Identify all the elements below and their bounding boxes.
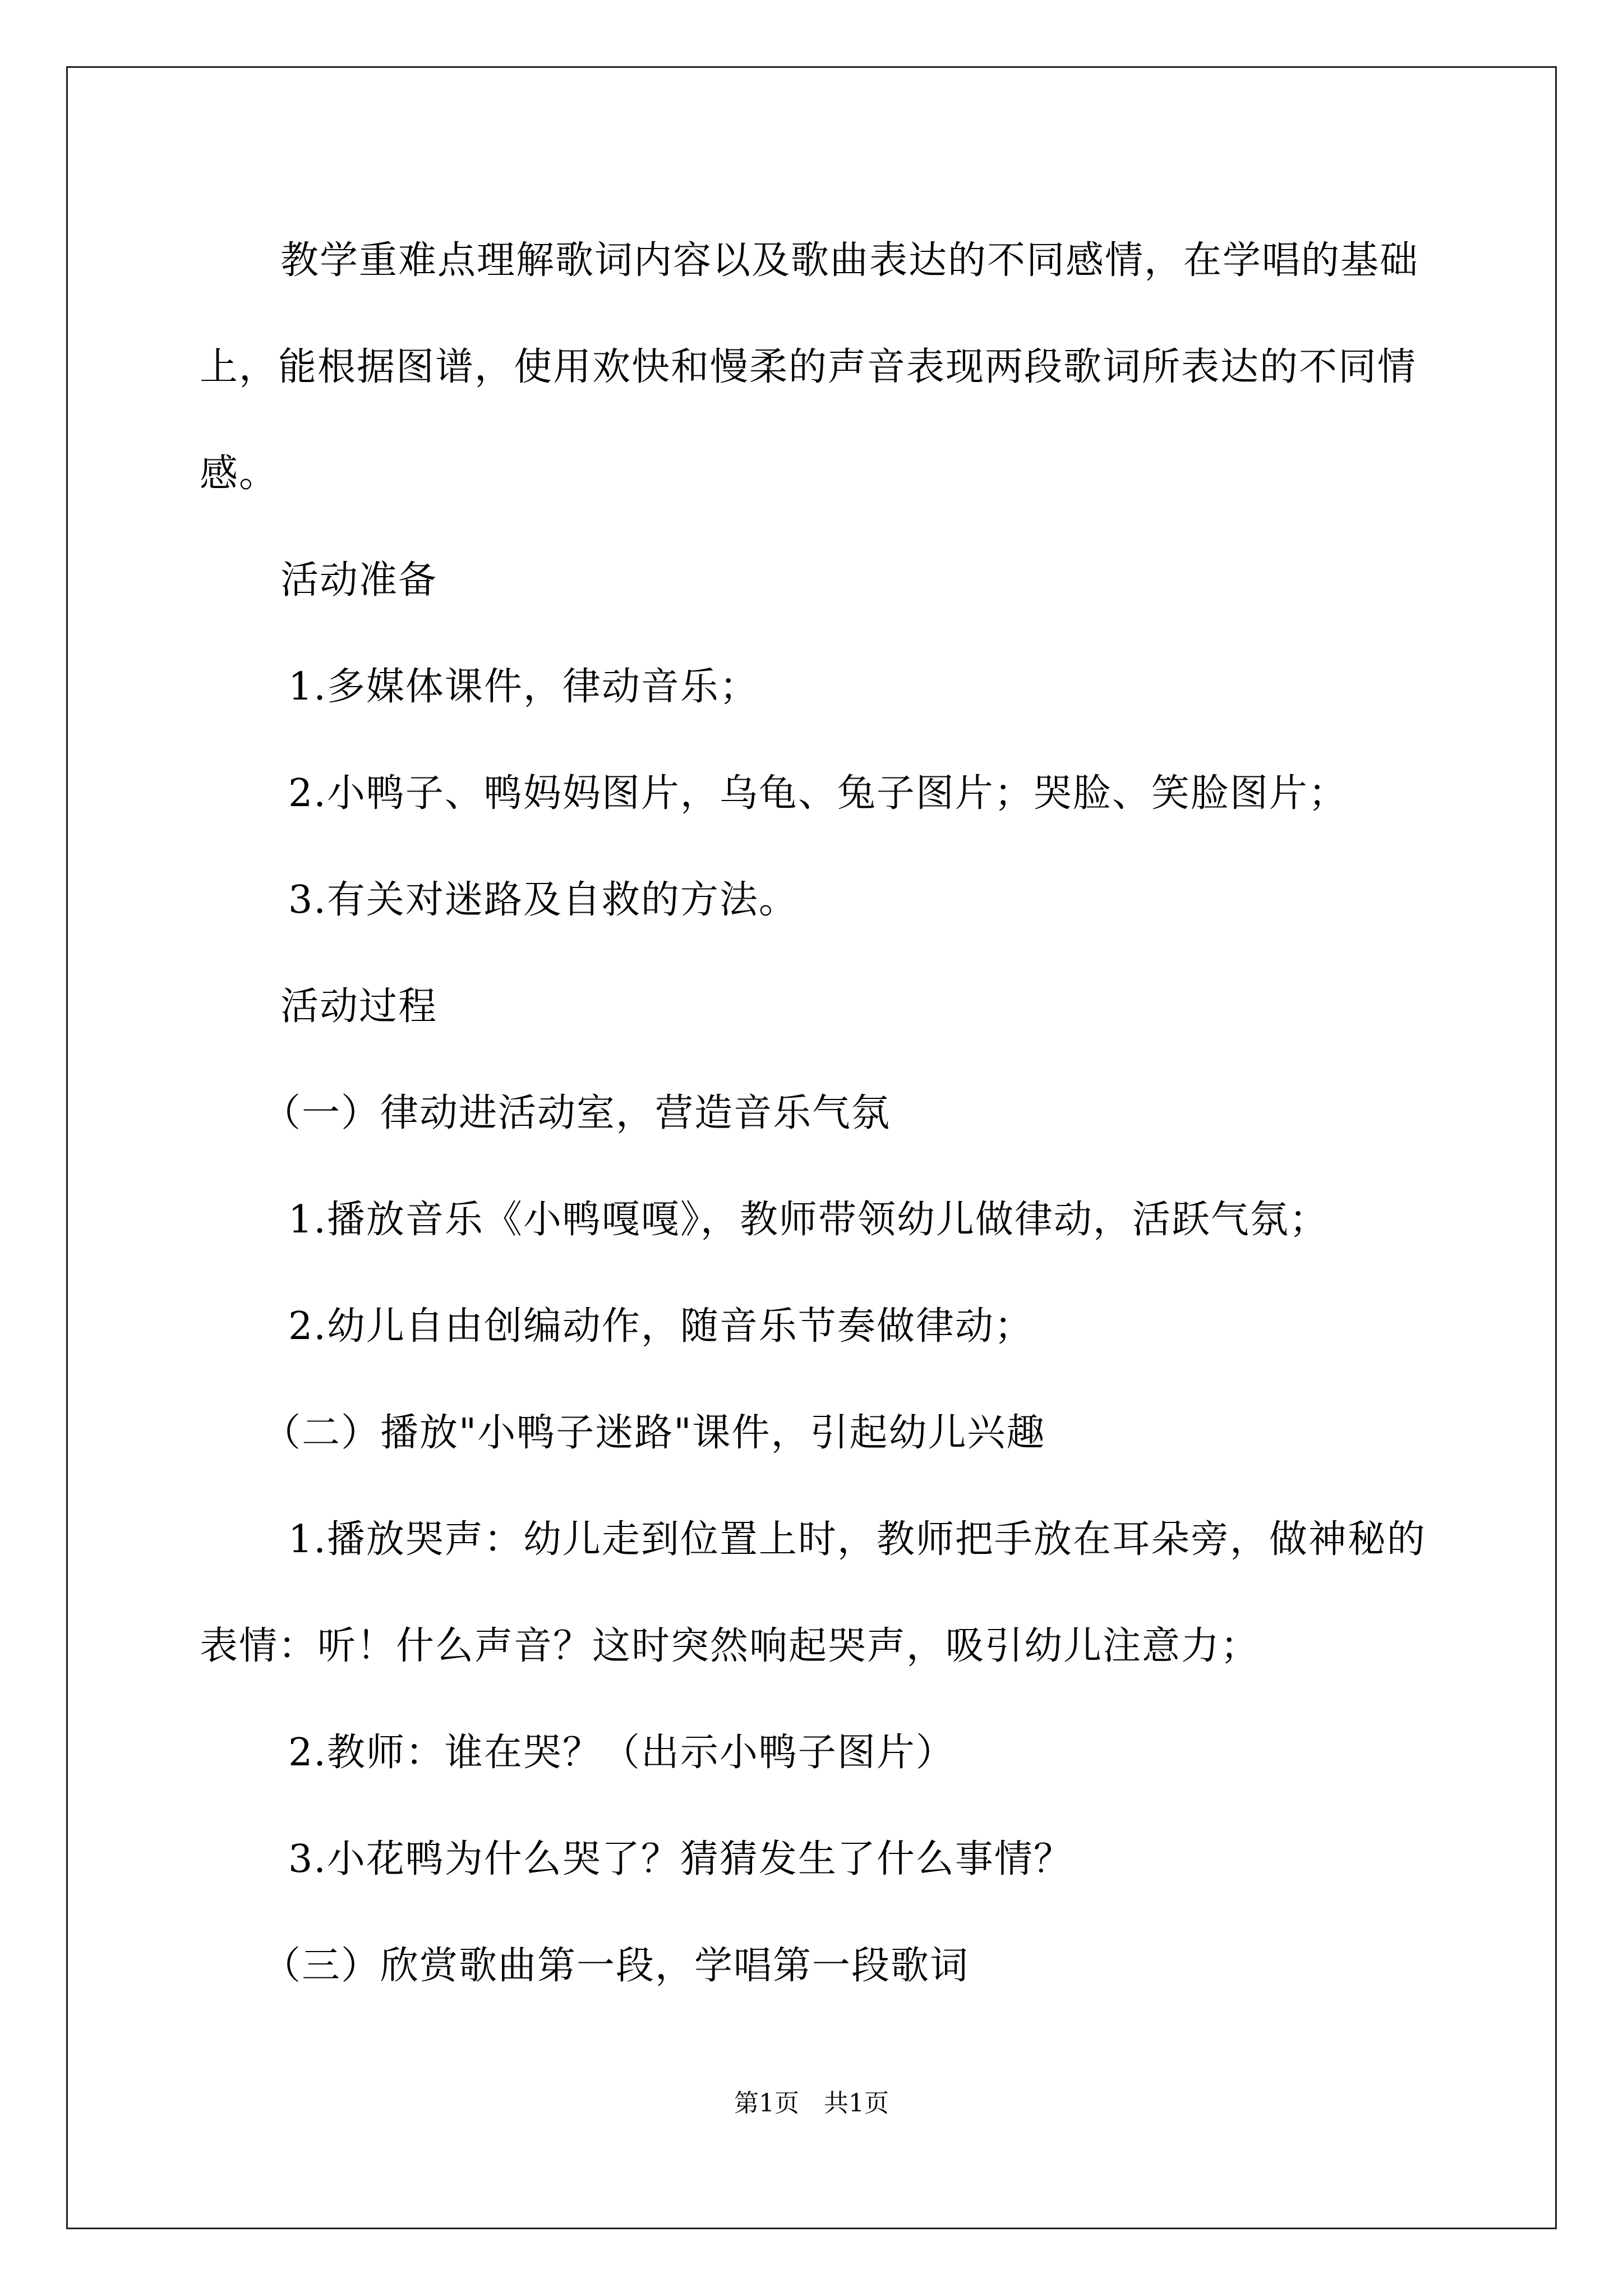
heading-activity-process: 活动过程 [280,984,438,1029]
list-item: 1.播放哭声：幼儿走到位置上时，教师把手放在耳朵旁，做神秘的表情：听！什么声音？这时突然响起哭声，吸引幼儿注意力； [200,1517,1426,1668]
list-item: 2.教师：谁在哭？（出示小鸭子图片） [288,1731,955,1775]
document-body [200,208,1433,2019]
list-item: 3.小花鸭为什么哭了？猜猜发生了什么事情？ [288,1837,1073,1881]
list-item: 3.有关对迷路及自救的方法。 [288,878,798,922]
section-heading: （二）播放"小鸭子迷路"课件，引起幼儿兴趣 [262,1411,1046,1455]
heading-activity-preparation: 活动准备 [280,558,438,602]
list-item: 1.多媒体课件，律动音乐； [288,665,759,709]
section-heading: （三）欣赏歌曲第一段，学唱第一段歌词 [262,1944,970,1988]
page-footer: 第1页 共1页 [734,2089,889,2118]
list-item: 1.播放音乐《小鸭嘎嘎》，教师带领幼儿做律动，活跃气氛； [288,1198,1329,1242]
list-item: 2.小鸭子、鸭妈妈图片，乌龟、兔子图片；哭脸、笑脸图片； [288,771,1348,816]
list-item: 2.幼儿自由创编动作，随音乐节奏做律动； [288,1304,1034,1349]
paragraph-teaching-focus: 教学重难点理解歌词内容以及歌曲表达的不同感情，在学唱的基础上，能根据图谱，使用欢快和慢柔的声音表现两段歌词所表达的不同情感。 [200,238,1419,496]
section-heading: （一）律动进活动室，营造音乐气氛 [262,1091,891,1135]
